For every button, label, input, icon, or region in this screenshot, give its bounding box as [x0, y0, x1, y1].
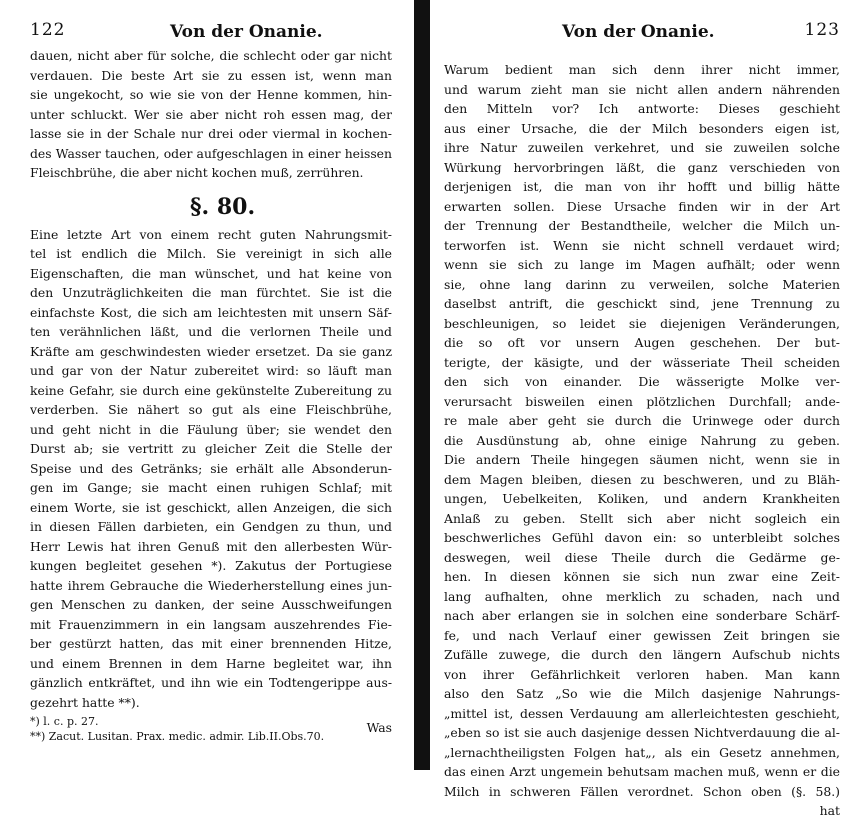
left-page-number: 122	[30, 20, 66, 40]
text-line: lang aufhalten, ohne merklich zu schaden, nach und	[444, 588, 840, 604]
text-line: Anlaß zu geben. Stellt sich aber nicht sogleich ein	[444, 510, 840, 526]
text-line: den sich von einander. Die wässerigte Molke ver-	[444, 374, 840, 389]
text-line: fe, und nach Verlauf einer gewissen Zeit bringen sie	[444, 627, 840, 643]
text-line: ungen, Uebelkeiten, Koliken, und andern Krankheiten	[444, 491, 840, 506]
text-line: und warum zieht man sie nicht allen andern nährenden	[444, 81, 840, 97]
text-line: Durst ab; sie vertritt zu gleicher Zeit die Stelle der	[30, 441, 392, 456]
text-line: dem Magen bleiben, diesen zu beschweren, und zu Bläh-	[444, 471, 840, 487]
left-running-head: Von der Onanie.	[170, 22, 323, 42]
right-page	[430, 0, 860, 818]
text-line: den Mitteln vor? Ich antworte: Dieses geschieht	[444, 101, 840, 116]
text-line: „eben so ist sie auch dasjenige dessen Nichtverdauung die al-	[444, 725, 840, 740]
text-line: den Unzuträglichkeiten die man fürchtet. Sie ist die	[30, 285, 392, 300]
text-line: einfachste Kost, die sich am leichtesten mit unsern Säf-	[30, 304, 392, 320]
text-line: gen Menschen zu danken, der seine Ausschweifungen	[30, 597, 392, 612]
text-line: lasse sie in der Schale nur drei oder viermal in kochen-	[30, 126, 392, 141]
text-line: Herr Lewis hat ihren Genuß mit den allerbesten Wür-	[30, 538, 392, 554]
text-line: „lernachtheiligsten Folgen hat„, als ein Gesetz annehmen,	[444, 744, 840, 760]
text-line: und einem Brennen in dem Harne begleitet war, ihn	[30, 655, 392, 671]
left-top-paragraph	[30, 46, 392, 183]
book-gutter	[414, 0, 430, 770]
text-line: nach aber erlangen sie in solchen eine sonderbare Schärf-	[444, 608, 840, 623]
left-page-header	[30, 0, 392, 46]
left-catchword: Was	[366, 720, 392, 735]
text-line: die Ausdünstung ab, ohne einige Nahrung zu geben.	[444, 432, 840, 448]
text-line: die so oft vor unsern Augen geschehen. Der but-	[444, 335, 840, 350]
right-running-head: Von der Onanie.	[562, 22, 715, 42]
section-heading: §. 80.	[190, 193, 256, 220]
text-line: hatte ihrem Gebrauche die Wiederherstellung eines jun-	[30, 577, 392, 593]
text-line: Speise und des Getränks; sie erhält alle Absonderun-	[30, 460, 392, 476]
text-line: verursacht bisweilen einen plötzlichen Durchfall; ande-	[444, 393, 840, 409]
text-line: beschwerliches Gefühl davon ein: so unterbleibt solches	[444, 530, 840, 545]
text-line: verdauen. Die beste Art sie zu essen ist, wenn man	[30, 67, 392, 83]
footnote: **) Zacut. Lusitan. Prax. medic. admir. Lib.II.Obs.70.	[30, 730, 325, 743]
text-line: „mittel ist, dessen Verdauung am allerleichtesten geschieht,	[444, 705, 840, 721]
left-page	[0, 0, 414, 770]
text-line: Milch in schweren Fällen verordnet. Schon oben (§. 58.)	[444, 783, 840, 799]
text-line: und gar von der Natur zubereitet wird: so läuft man	[30, 363, 392, 378]
text-line: Würkung hervorbringen läßt, die ganz verschieden von	[444, 159, 840, 175]
text-line: kungen begleitet gesehen *). Zakutus der Portugiese	[30, 558, 392, 573]
text-line: keine Gefahr, sie durch eine gekünstelte Zubereitung zu	[30, 382, 392, 398]
text-line: mit Frauenzimmern in ein langsam auszehrendes Fie-	[30, 616, 392, 632]
text-line: von ihrer Gefährlichkeit verloren haben. Man kann	[444, 666, 840, 682]
text-line: das einen Arzt ungemein behutsam machen muß, wenn er die	[444, 764, 840, 779]
text-line: und geht nicht in die Fäulung über; sie wendet den	[30, 421, 392, 437]
text-line: gänzlich entkräftet, und ihn wie ein Todtengerippe aus-	[30, 675, 392, 690]
text-line: aus einer Ursache, die der Milch besonders eigen ist,	[444, 120, 840, 136]
right-page-number: 123	[804, 20, 840, 40]
text-line: re male aber geht sie durch die Urinwege oder durch	[444, 413, 840, 428]
text-line: wenn sie sich zu lange im Magen aufhält; oder wenn	[444, 257, 840, 272]
text-line: derjenigen ist, die man von ihr hofft und billig hätte	[444, 179, 840, 194]
text-line: gezehrt hatte **).	[30, 694, 140, 710]
footnotes	[30, 714, 400, 744]
text-line: Warum bedient man sich denn ihrer nicht immer,	[444, 62, 840, 77]
footnote: *) l. c. p. 27.	[30, 715, 99, 728]
text-line: gen im Gange; sie macht einen ruhigen Schlaf; mit	[30, 480, 392, 495]
text-line: beschleunigen, so leidet sie diejenigen Veränderungen,	[444, 315, 840, 331]
text-line: in diesen Fällen darbieten, ein Gendgen zu thun, und	[30, 519, 392, 534]
text-line: Eine letzte Art von einem recht guten Nahrungsmit-	[30, 226, 392, 242]
text-line: Eigenschaften, die man wünschet, und hat keine von	[30, 265, 392, 281]
text-line: unter schluckt. Wer sie aber nicht roh essen mag, der	[30, 106, 392, 122]
text-line: daselbst antrift, die geschickt sind, jene Trennung zu	[444, 296, 840, 311]
text-line: tel ist endlich die Milch. Sie vereinigt in sich alle	[30, 246, 392, 261]
text-line: also den Satz „So wie die Milch dasjenige Nahrungs-	[444, 686, 840, 701]
text-line: deswegen, weil diese Theile durch die Gedärme ge-	[444, 549, 840, 565]
right-body-paragraph	[444, 60, 840, 801]
left-body-paragraph	[30, 225, 392, 713]
text-line: sie ungekocht, so wie sie von der Henne kommen, hin-	[30, 87, 392, 102]
text-line: ber gestürzt hatten, das mit einer brennenden Hitze,	[30, 636, 392, 651]
text-line: Zufälle zuwege, die durch den längern Aufschub nichts	[444, 647, 840, 662]
text-line: sie, ohne lang darinn zu verweilen, solche Materien	[444, 276, 840, 292]
right-page-header	[444, 0, 840, 46]
text-line: Fleischbrühe, die aber nicht kochen muß, zerrühren.	[30, 165, 364, 180]
text-line: einem Worte, sie ist geschickt, allen Anzeigen, die sich	[30, 499, 392, 515]
text-line: terworfen ist. Wenn sie nicht schnell verdauet wird;	[444, 237, 840, 253]
text-line: Kräfte am geschwindesten wieder ersetzet. Da sie ganz	[30, 343, 392, 359]
text-line: dauen, nicht aber für solche, die schlecht oder gar nicht	[30, 48, 392, 63]
text-line: hen. In diesen können sie sich nun zwar eine Zeit-	[444, 569, 840, 584]
text-line: der Trennung der Bestandtheile, welcher die Milch un-	[444, 218, 840, 233]
text-line: ten verähnlichen läßt, und die verlornen Theile und	[30, 324, 392, 339]
text-line: Die andern Theile hingegen säumen nicht, wenn sie in	[444, 452, 840, 467]
text-line: verderben. Sie nähert so gut als eine Fleischbrühe,	[30, 402, 392, 417]
text-line: des Wasser tauchen, oder aufgeschlagen in einer heissen	[30, 145, 392, 161]
right-catchword: hat	[819, 803, 840, 818]
text-line: erwarten sollen. Diese Ursache finden wir in der Art	[444, 198, 840, 214]
text-line: terigte, der käsigte, und der wässeriate Theil scheiden	[444, 354, 840, 370]
text-line: ihre Natur zuweilen verkehret, und sie zuweilen solche	[444, 140, 840, 155]
